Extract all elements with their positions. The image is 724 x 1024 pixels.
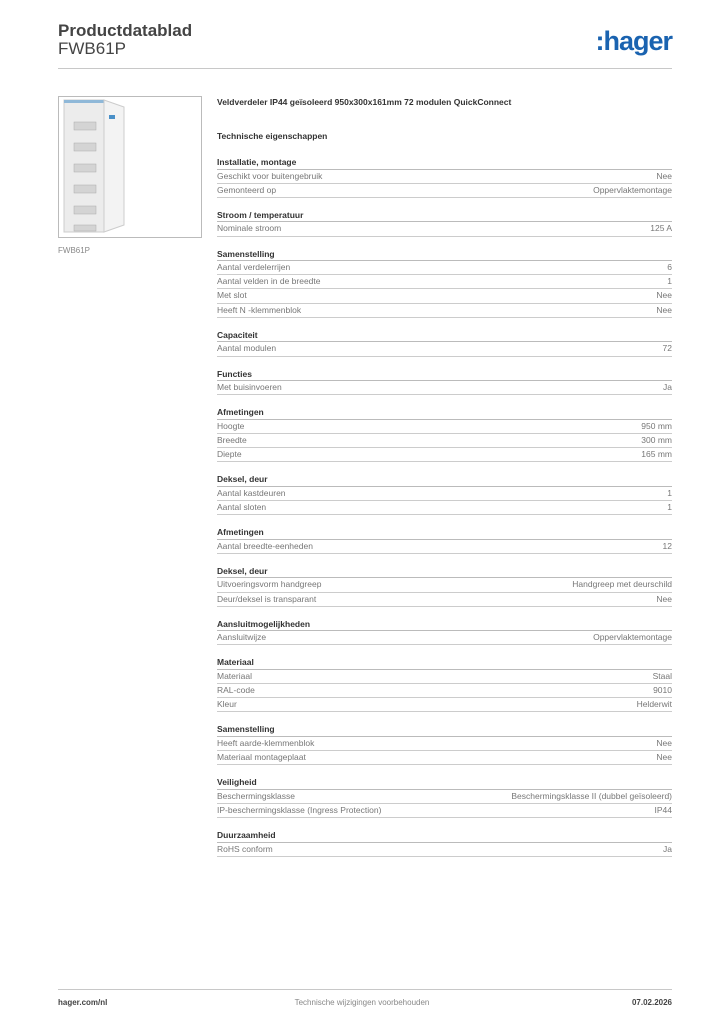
- section-title: Installatie, montage: [217, 156, 672, 170]
- spec-row: [217, 342, 672, 356]
- spec-label: Geschikt voor buitengebruik: [217, 170, 323, 181]
- spec-row: [217, 631, 672, 645]
- footer-divider: [58, 989, 672, 990]
- page-title: Productdatablad: [58, 21, 193, 40]
- spec-label: Uitvoeringsvorm handgreep: [217, 579, 322, 590]
- spec-label: Kleur: [217, 699, 237, 710]
- spec-row: [217, 170, 672, 184]
- section-title: Deksel, deur: [217, 473, 672, 487]
- footer-note: Technische wijzigingen voorbehouden: [294, 998, 430, 1007]
- product-description: Veldverdeler IP44 geïsoleerd 950x300x161mm 72 modulen QuickConnect: [217, 97, 512, 107]
- spec-label: RAL-code: [217, 685, 255, 696]
- spec-section: [217, 406, 672, 462]
- section-title: Deksel, deur: [217, 565, 672, 579]
- spec-section: [217, 723, 672, 765]
- section-title: Samenstelling: [217, 248, 672, 262]
- spec-value: 125 A: [650, 223, 672, 234]
- spec-label: Aantal velden in de breedte: [217, 276, 321, 287]
- spec-value: 1: [667, 276, 672, 287]
- spec-label: Aantal breedte-eenheden: [217, 540, 313, 551]
- spec-value: 9010: [653, 685, 672, 696]
- spec-label: Aantal verdelerrijen: [217, 262, 291, 273]
- header-divider: [58, 68, 672, 69]
- spec-label: Heeft aarde-klemmenblok: [217, 737, 315, 748]
- spec-value: 72: [662, 343, 672, 354]
- spec-row: [217, 751, 672, 765]
- spec-row: [217, 487, 672, 501]
- spec-section: [217, 656, 672, 712]
- distribution-cabinet-icon: [59, 97, 201, 237]
- spec-row: [217, 304, 672, 318]
- spec-label: Materiaal montageplaat: [217, 752, 306, 763]
- tech-heading: Technische eigenschappen: [217, 131, 328, 141]
- spec-row: [217, 275, 672, 289]
- spec-row: [217, 578, 672, 592]
- spec-section: [217, 368, 672, 396]
- spec-section: [217, 565, 672, 607]
- spec-value: Beschermingsklasse II (dubbel geïsoleerd): [511, 790, 672, 801]
- spec-value: 1: [667, 487, 672, 498]
- spec-value: 300 mm: [641, 434, 672, 445]
- spec-row: [217, 670, 672, 684]
- section-title: Afmetingen: [217, 526, 672, 540]
- spec-value: Nee: [656, 737, 672, 748]
- section-title: Afmetingen: [217, 406, 672, 420]
- spec-label: RoHS conform: [217, 843, 273, 854]
- spec-label: Breedte: [217, 434, 247, 445]
- spec-row: [217, 434, 672, 448]
- spec-row: [217, 222, 672, 236]
- spec-row: [217, 737, 672, 751]
- spec-row: [217, 420, 672, 434]
- image-caption: FWB61P: [58, 246, 91, 255]
- spec-value: Oppervlaktemontage: [593, 184, 672, 195]
- spec-label: Met buisinvoeren: [217, 382, 282, 392]
- spec-row: [217, 448, 672, 462]
- spec-section: [217, 248, 672, 318]
- spec-value: 6: [667, 262, 672, 273]
- spec-label: Deur/deksel is transparant: [217, 593, 317, 604]
- spec-row: [217, 790, 672, 804]
- spec-section: [217, 618, 672, 646]
- spec-label: Gemonteerd op: [217, 184, 277, 195]
- spec-row: [217, 540, 672, 554]
- section-title: Functies: [217, 368, 672, 382]
- spec-section: [217, 829, 672, 857]
- spec-value: Handgreep met deurschild: [572, 579, 672, 590]
- spec-section: [217, 526, 672, 554]
- spec-value: Nee: [656, 170, 672, 181]
- spec-label: Materiaal: [217, 670, 252, 681]
- spec-label: Heeft N -klemmenblok: [217, 304, 302, 315]
- spec-value: IP44: [654, 805, 672, 815]
- spec-value: Nee: [656, 593, 672, 604]
- spec-label: Met slot: [217, 290, 247, 301]
- spec-label: Aansluitwijze: [217, 632, 267, 643]
- spec-value: Ja: [663, 843, 672, 854]
- spec-row: [217, 593, 672, 607]
- spec-value: Helderwit: [636, 699, 672, 710]
- section-title: Capaciteit: [217, 329, 672, 343]
- spec-value: Nee: [656, 290, 672, 301]
- spec-value: Oppervlaktemontage: [593, 632, 672, 643]
- spec-label: Beschermingsklasse: [217, 790, 295, 801]
- spec-value: Nee: [656, 304, 672, 315]
- footer-website[interactable]: hager.com/nl: [58, 998, 108, 1007]
- footer-date: 07.02.2026: [631, 998, 672, 1007]
- spec-section: [217, 329, 672, 357]
- spec-row: [217, 381, 672, 395]
- spec-label: Aantal modulen: [217, 343, 277, 354]
- spec-section: [217, 776, 672, 818]
- spec-section: [217, 156, 672, 198]
- spec-label: Hoogte: [217, 420, 245, 431]
- section-title: Aansluitmogelijkheden: [217, 618, 672, 632]
- spec-label: Nominale stroom: [217, 223, 282, 234]
- product-specs: [217, 97, 672, 868]
- spec-row: [217, 261, 672, 275]
- spec-value: 950 mm: [641, 420, 672, 431]
- spec-value: Nee: [656, 752, 672, 763]
- spec-row: [217, 843, 672, 857]
- spec-section: [217, 473, 672, 515]
- section-title: Duurzaamheid: [217, 829, 672, 843]
- spec-row: [217, 698, 672, 712]
- spec-section: [217, 209, 672, 237]
- hager-logo: :hager: [595, 26, 672, 56]
- spec-row: [217, 289, 672, 303]
- product-image: [58, 96, 202, 238]
- product-code: FWB61P: [58, 39, 127, 58]
- spec-label: Diepte: [217, 449, 242, 460]
- spec-value: Ja: [663, 382, 672, 392]
- spec-label: IP-beschermingsklasse (Ingress Protection): [217, 805, 382, 815]
- spec-label: Aantal kastdeuren: [217, 487, 286, 498]
- spec-value: Staal: [652, 670, 672, 681]
- spec-row: [217, 804, 672, 818]
- section-title: Stroom / temperatuur: [217, 209, 672, 223]
- spec-value: 1: [667, 501, 672, 512]
- section-title: Materiaal: [217, 656, 672, 670]
- spec-value: 165 mm: [641, 449, 672, 460]
- spec-label: Aantal sloten: [217, 501, 267, 512]
- spec-row: [217, 184, 672, 198]
- spec-row: [217, 684, 672, 698]
- section-title: Samenstelling: [217, 723, 672, 737]
- spec-value: 12: [662, 540, 672, 551]
- section-title: Veiligheid: [217, 776, 672, 790]
- spec-row: [217, 501, 672, 515]
